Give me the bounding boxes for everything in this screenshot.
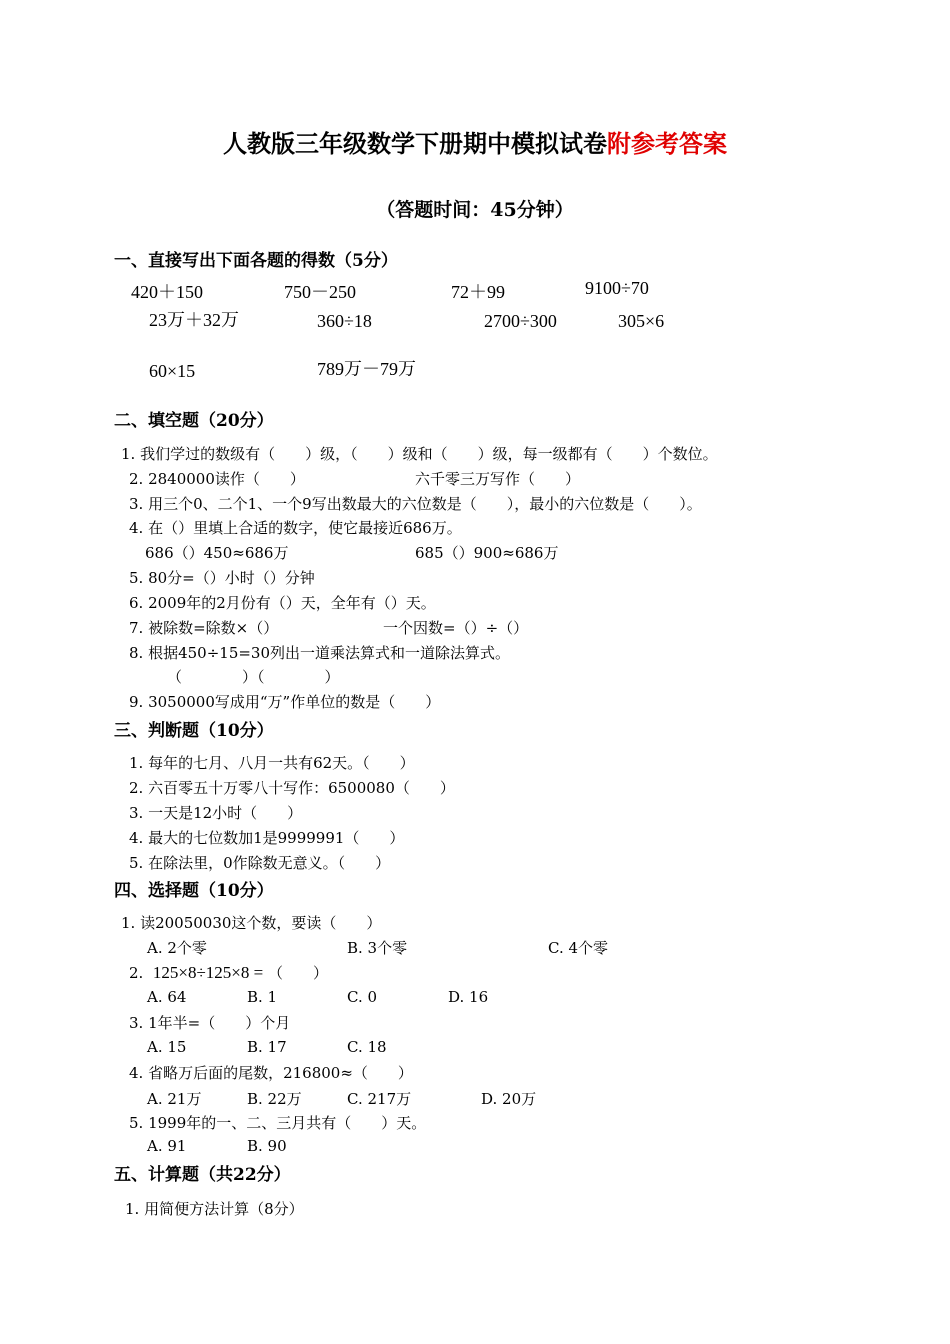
section-4-heading: 四、选择题（10分） — [114, 881, 274, 901]
judge-question: 3. 一天是12小时（ ） — [129, 804, 303, 822]
fill-question: 5. 80分=（）小时（）分钟 — [129, 569, 315, 587]
judge-question: 5. 在除法里，0作除数无意义。（ ） — [129, 854, 391, 872]
calc-item: 420＋150 — [131, 282, 203, 302]
judge-question: 2. 六百零五十万零八十写作：6500080（ ） — [129, 779, 455, 797]
calc-item: 23万＋32万 — [149, 310, 239, 330]
choice-option: C. 4个零 — [548, 939, 609, 957]
title-main: 人教版三年级数学下册期中模拟试卷 — [223, 129, 607, 158]
choice-option: D. 20万 — [481, 1090, 537, 1108]
section-3-heading: 三、判断题（10分） — [114, 721, 274, 741]
choice-option: A. 64 — [147, 988, 187, 1006]
calc-item: 72＋99 — [451, 282, 505, 302]
choice-option: B. 17 — [247, 1038, 287, 1056]
page-title — [0, 124, 950, 159]
choice-question: 1. 读20050030这个数，要读（ ） — [121, 914, 382, 932]
calc-item: 360÷18 — [317, 311, 372, 331]
answer-blank: （ ） — [267, 964, 328, 982]
fill-question: 3. 用三个0、二个1、一个9写出数最大的六位数是（ ），最小的六位数是（ ）。 — [129, 495, 702, 513]
choice-question: 5. 1999年的一、二、三月共有（ ）天。 — [129, 1114, 427, 1132]
choice-option: A. 15 — [147, 1038, 187, 1056]
choice-option: B. 1 — [247, 988, 278, 1006]
math-expression: 125×8÷125×8 = — [152, 963, 264, 982]
question-number: 2. — [129, 964, 144, 982]
calc-item: 750－250 — [284, 282, 356, 302]
choice-option: C. 0 — [347, 988, 378, 1006]
choice-option: C. 217万 — [347, 1090, 412, 1108]
choice-option: A. 21万 — [147, 1090, 202, 1108]
fill-question: 7. 被除数=除数×（） — [129, 619, 279, 637]
fill-question: 8. 根据450÷15=30列出一道乘法算式和一道除法算式。 — [129, 644, 511, 662]
judge-question: 4. 最大的七位数加1是9999991（ ） — [129, 829, 405, 847]
choice-option: B. 22万 — [247, 1090, 302, 1108]
choice-question — [129, 962, 328, 983]
fill-question: 686（）450≈686万 — [145, 544, 289, 562]
choice-option: D. 16 — [448, 988, 489, 1006]
page-subtitle: （答题时间：45分钟） — [376, 199, 574, 221]
judge-question: 1. 每年的七月、八月一共有62天。（ ） — [129, 754, 415, 772]
fill-question: 6. 2009年的2月份有（）天，全年有（）天。 — [129, 594, 436, 612]
fill-question: 一个因数=（）÷（） — [383, 619, 529, 637]
calc-item: 305×6 — [618, 311, 665, 331]
calc-item: 2700÷300 — [484, 311, 557, 331]
section-5-heading: 五、计算题（共22分） — [114, 1165, 291, 1185]
choice-question: 4. 省略万后面的尾数，216800≈（ ） — [129, 1064, 413, 1082]
calc-question: 1. 用简便方法计算（8分） — [125, 1200, 304, 1218]
calc-item: 9100÷70 — [585, 278, 649, 298]
fill-question: 1. 我们学过的数级有（ ）级，（ ）级和（ ）级，每一级都有（ ）个数位。 — [121, 445, 718, 463]
fill-question: 9. 3050000写成用“万”作单位的数是（ ） — [129, 693, 441, 711]
title-highlight: 附参考答案 — [607, 129, 727, 158]
fill-question: 2. 2840000读作（ ） — [129, 470, 305, 488]
choice-option: B. 3个零 — [347, 939, 408, 957]
choice-option: C. 18 — [347, 1038, 387, 1056]
calc-item: 60×15 — [149, 361, 196, 381]
choice-option: A. 2个零 — [147, 939, 207, 957]
section-1-heading: 一、直接写出下面各题的得数（5分） — [114, 251, 398, 271]
choice-option: A. 91 — [147, 1137, 187, 1155]
fill-question: （ ）（ ） — [167, 668, 340, 686]
fill-question: 685（）900≈686万 — [415, 544, 559, 562]
section-2-heading: 二、填空题（20分） — [114, 411, 274, 431]
choice-question: 3. 1年半=（ ）个月 — [129, 1014, 291, 1032]
fill-question: 六千零三万写作（ ） — [415, 470, 581, 488]
calc-item: 789万－79万 — [317, 359, 416, 379]
fill-question: 4. 在（）里填上合适的数字，使它最接近686万。 — [129, 519, 462, 537]
choice-option: B. 90 — [247, 1137, 287, 1155]
